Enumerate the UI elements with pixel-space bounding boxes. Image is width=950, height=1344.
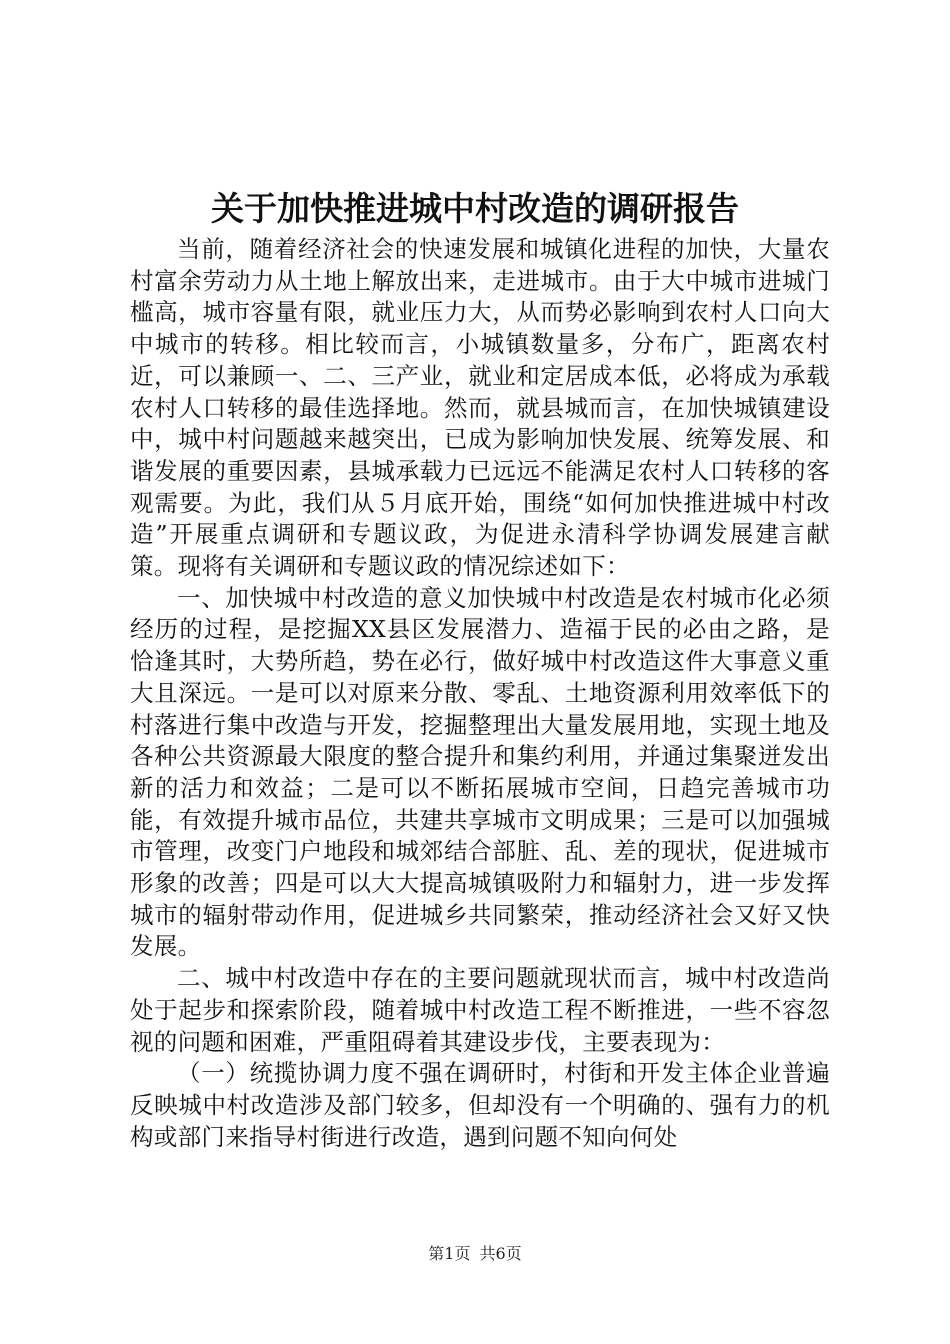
page-number: 第1页 — [428, 1244, 471, 1263]
document-body — [130, 234, 830, 1153]
page-total: 共6页 — [479, 1244, 522, 1263]
paragraph-section-2: 二、城中村改造中存在的主要问题就现状而言，城中村改造尚处于起步和探索阶段，随着城中村改造工程不断推进，一些不容忽视的问题和困难，严重阻碍着其建设步伐，主要表现为： — [130, 964, 830, 1056]
paragraph-subsection-1: （一）统揽协调力度不强在调研时，村街和开发主体企业普遍反映城中村改造涉及部门较多，但却没有一个明确的、强有力的机构或部门来指导村街进行改造，遇到问题不知向何处 — [130, 1059, 830, 1151]
paragraph-intro: 当前，随着经济社会的快速发展和城镇化进程的加快，大量农村富余劳动力从土地上解放出来，走进城市。由于大中城市进城门槛高，城市容量有限，就业压力大，从而势必影响到农村人口向大中城市的转移。相比较而言，小城镇数量多，分布广，距离农村近，可以兼顾一、二、三产业，就业和定居成本低，必将成为承载农村人口转移的最佳选择地。然而，就县城而言，在加快城镇建设中，城中村问题越来越突出，已成为影响加快发展、统筹发展、和谐发展的重要因素，县城承载力已远远不能满足农村人口转移的客观需要。为此，我们从５月底开始，围绕“如何加快推进城中村改造”开展重点调研和专题议政，为促进永清科学协调发展建言献策。现将有关调研和专题议政的情况综述如下： — [130, 235, 830, 581]
page-footer — [0, 1243, 950, 1265]
document-title: 关于加快推进城中村改造的调研报告 — [211, 189, 739, 228]
paragraph-section-1: 一、加快城中村改造的意义加快城中村改造是农村城市化必须经历的过程，是挖掘XX县区发展潜力、造福于民的必由之路，是恰逢其时，大势所趋，势在必行，做好城中村改造这件大事意义重大且深远。一是可以对原来分散、零乱、土地资源利用效率低下的村落进行集中改造与开发，挖掘整理出大量发展用地，实现土地及各种公共资源最大限度的整合提升和集约利用，并通过集聚迸发出新的活力和效益；二是可以不断拓展城市空间，日趋完善城市功能，有效提升城市品位，共建共享城市文明成果；三是可以加强城市管理，改变门户地段和城郊结合部脏、乱、差的现状，促进城市形象的改善；四是可以大大提高城镇吸附力和辐射力，进一步发挥城市的辐射带动作用，促进城乡共同繁荣，推动经济社会又好又快发展。 — [130, 583, 830, 961]
